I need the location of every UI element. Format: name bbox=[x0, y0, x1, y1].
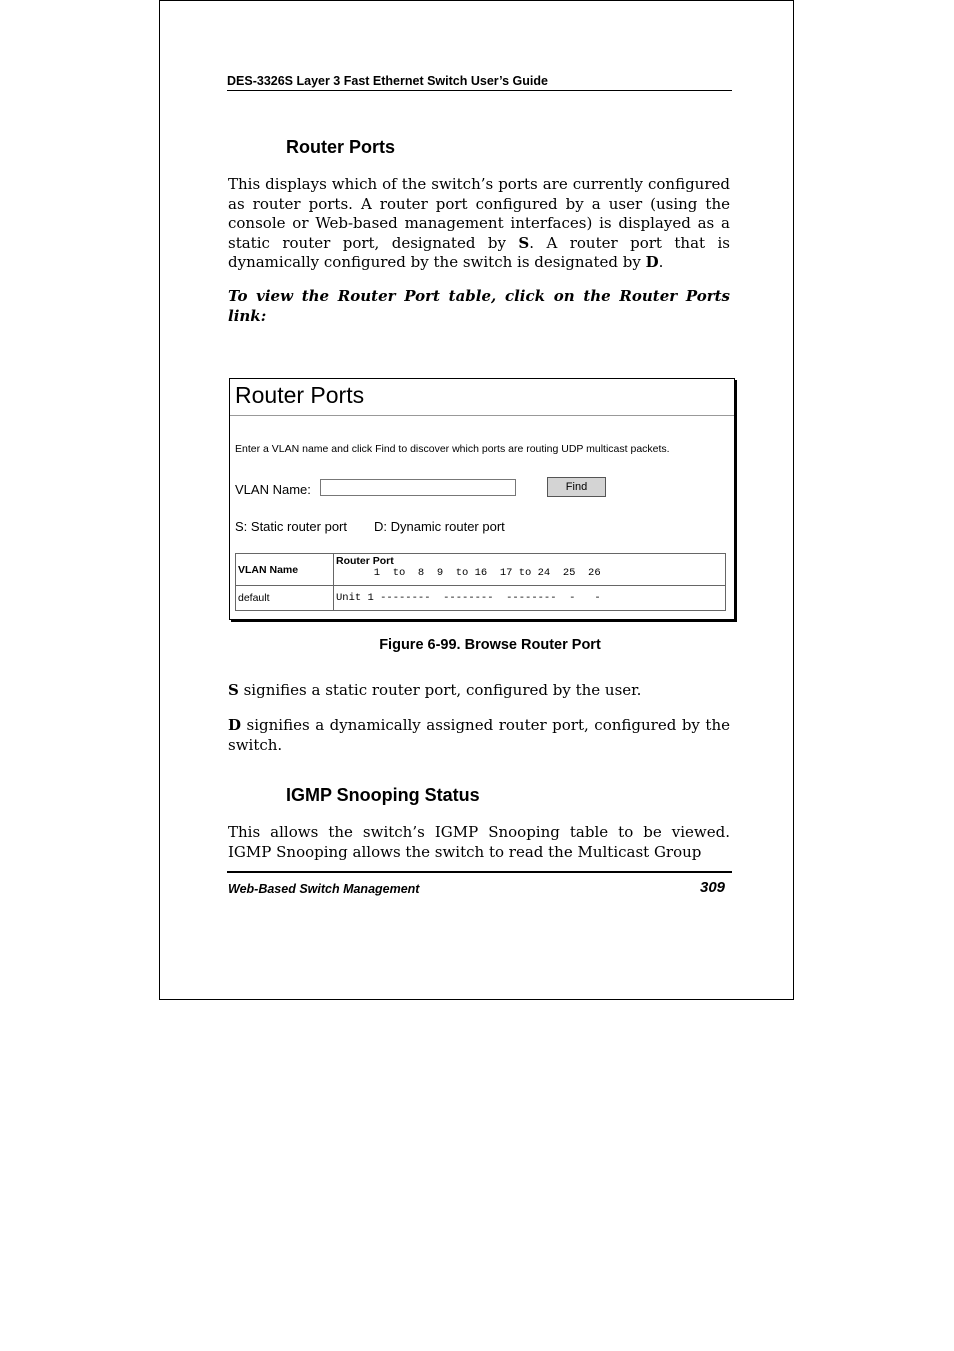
dynamic-key: D bbox=[228, 716, 242, 734]
static-key: S bbox=[228, 681, 239, 699]
footer-section-title: Web-Based Switch Management bbox=[228, 882, 420, 896]
legend-static: S: Static router port bbox=[235, 519, 347, 534]
para-text: . bbox=[658, 253, 664, 271]
table-header-row bbox=[236, 554, 726, 586]
title-divider bbox=[230, 415, 734, 416]
col-header-router-port bbox=[334, 554, 726, 586]
screen-description: Enter a VLAN name and click Find to discover which ports are routing UDP multicast packets. bbox=[235, 443, 670, 455]
row-router-ports: Unit 1 -------- -------- -------- - - bbox=[334, 586, 726, 611]
instruction-text: To view the Router Port table, click on the Router Ports link: bbox=[228, 287, 730, 325]
igmp-paragraph: This allows the switch’s IGMP Snooping table to be viewed. IGMP Snooping allows the switch to read the Multicast Group bbox=[228, 823, 730, 861]
router-ports-screenshot bbox=[229, 378, 735, 620]
router-port-table bbox=[235, 553, 726, 611]
para-text: . A router port that is dynamically configured by the switch is designated by bbox=[228, 233, 730, 271]
find-button[interactable]: Find bbox=[547, 477, 606, 497]
router-ports-paragraph bbox=[228, 175, 730, 273]
vlan-name-label: VLAN Name: bbox=[235, 482, 311, 497]
section-heading-router-ports: Router Ports bbox=[286, 137, 396, 157]
static-text: signifies a static router port, configured by the user. bbox=[238, 681, 642, 699]
footer-rule bbox=[227, 871, 732, 873]
para-text: This displays which of the switch’s ports are currently configured as router ports. A router port configured by a user (using the console or Web-based management interfaces) is displayed as a static router port, designated by bbox=[228, 175, 730, 252]
page-number: 309 bbox=[700, 879, 726, 896]
section-heading-igmp-snooping-status: IGMP Snooping Status bbox=[286, 785, 480, 805]
col-header-vlan-name: VLAN Name bbox=[236, 554, 334, 586]
vlan-name-input[interactable] bbox=[320, 479, 516, 496]
figure-caption: Figure 6-99. Browse Router Port bbox=[379, 637, 601, 653]
dynamic-definition bbox=[228, 716, 730, 755]
dynamic-text: signifies a dynamically assigned router port, configured by the switch. bbox=[228, 716, 730, 754]
legend-dynamic: D: Dynamic router port bbox=[374, 519, 505, 534]
row-vlan-name: default bbox=[236, 586, 334, 611]
running-header: DES-3326S Layer 3 Fast Ethernet Switch User’s Guide bbox=[227, 74, 732, 91]
router-port-header-label: Router Port bbox=[336, 555, 394, 567]
screen-title: Router Ports bbox=[235, 382, 365, 408]
dynamic-designator: D bbox=[645, 253, 659, 271]
port-range-labels: 1 to 8 9 to 16 17 to 24 25 26 bbox=[336, 567, 601, 579]
table-row bbox=[236, 586, 726, 611]
static-definition bbox=[228, 681, 730, 701]
static-designator: S bbox=[518, 233, 530, 252]
